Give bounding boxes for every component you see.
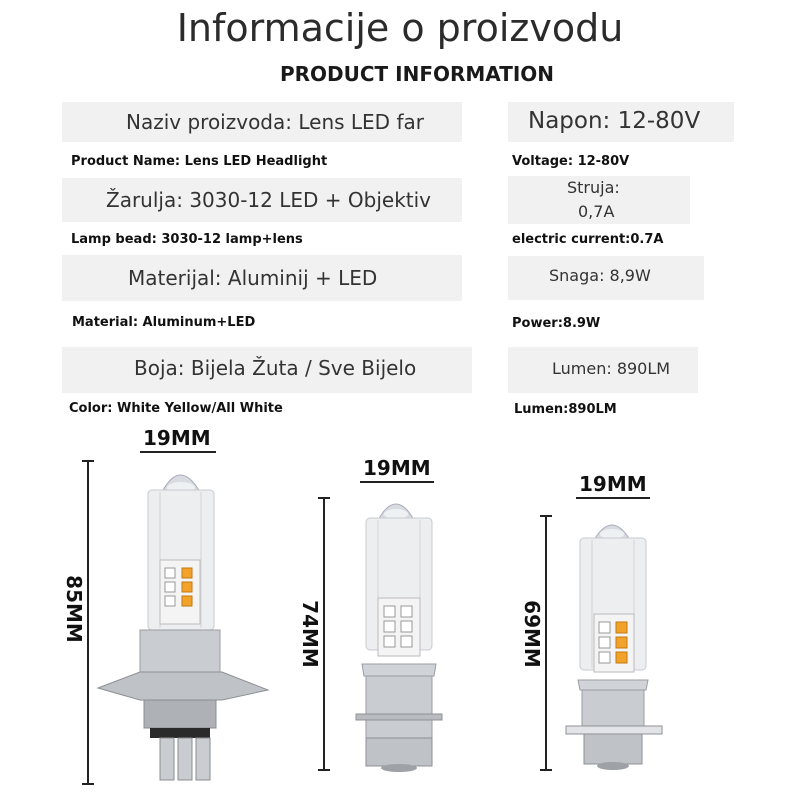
spec-lamp-local: Žarulja: 3030-12 LED + Objektiv — [106, 188, 432, 212]
spec-current-local-1: Struja: — [567, 178, 620, 197]
bulb3-height-label: 69MM — [519, 600, 544, 668]
spec-power-en: Power:8.9W — [512, 316, 601, 331]
page-subtitle: PRODUCT INFORMATION — [279, 62, 555, 86]
spec-lumen-local: Lumen: 890LM — [552, 359, 671, 378]
spec-lumen-en: Lumen:890LM — [514, 402, 617, 417]
page-title: Informacije o proizvodu — [176, 6, 624, 50]
spec-current-local-2: 0,7A — [578, 202, 615, 221]
spec-name-local: Naziv proizvoda: Lens LED far — [126, 110, 424, 134]
bulb3-width-label: 19MM — [579, 472, 647, 496]
spec-voltage-en: Voltage: 12-80V — [512, 154, 630, 169]
spec-color-local: Boja: Bijela Žuta / Sve Bijelo — [134, 356, 417, 380]
spec-power-local: Snaga: 8,9W — [549, 266, 651, 285]
spec-color-en: Color: White Yellow/All White — [69, 401, 283, 416]
bulb2-height-label: 74MM — [297, 600, 322, 668]
spec-voltage-local: Napon: 12-80V — [528, 108, 701, 134]
spec-lamp-en: Lamp bead: 3030-12 lamp+lens — [71, 232, 303, 247]
bulb1-height-label: 85MM — [61, 575, 86, 643]
bulb1-width-label: 19MM — [143, 426, 211, 450]
spec-name-en: Product Name: Lens LED Headlight — [71, 154, 328, 169]
spec-material-en: Material: Aluminum+LED — [72, 315, 256, 330]
bulb2-width-label: 19MM — [363, 456, 431, 480]
spec-current-en: electric current:0.7A — [512, 232, 664, 247]
spec-material-local: Materijal: Aluminij + LED — [128, 266, 378, 290]
